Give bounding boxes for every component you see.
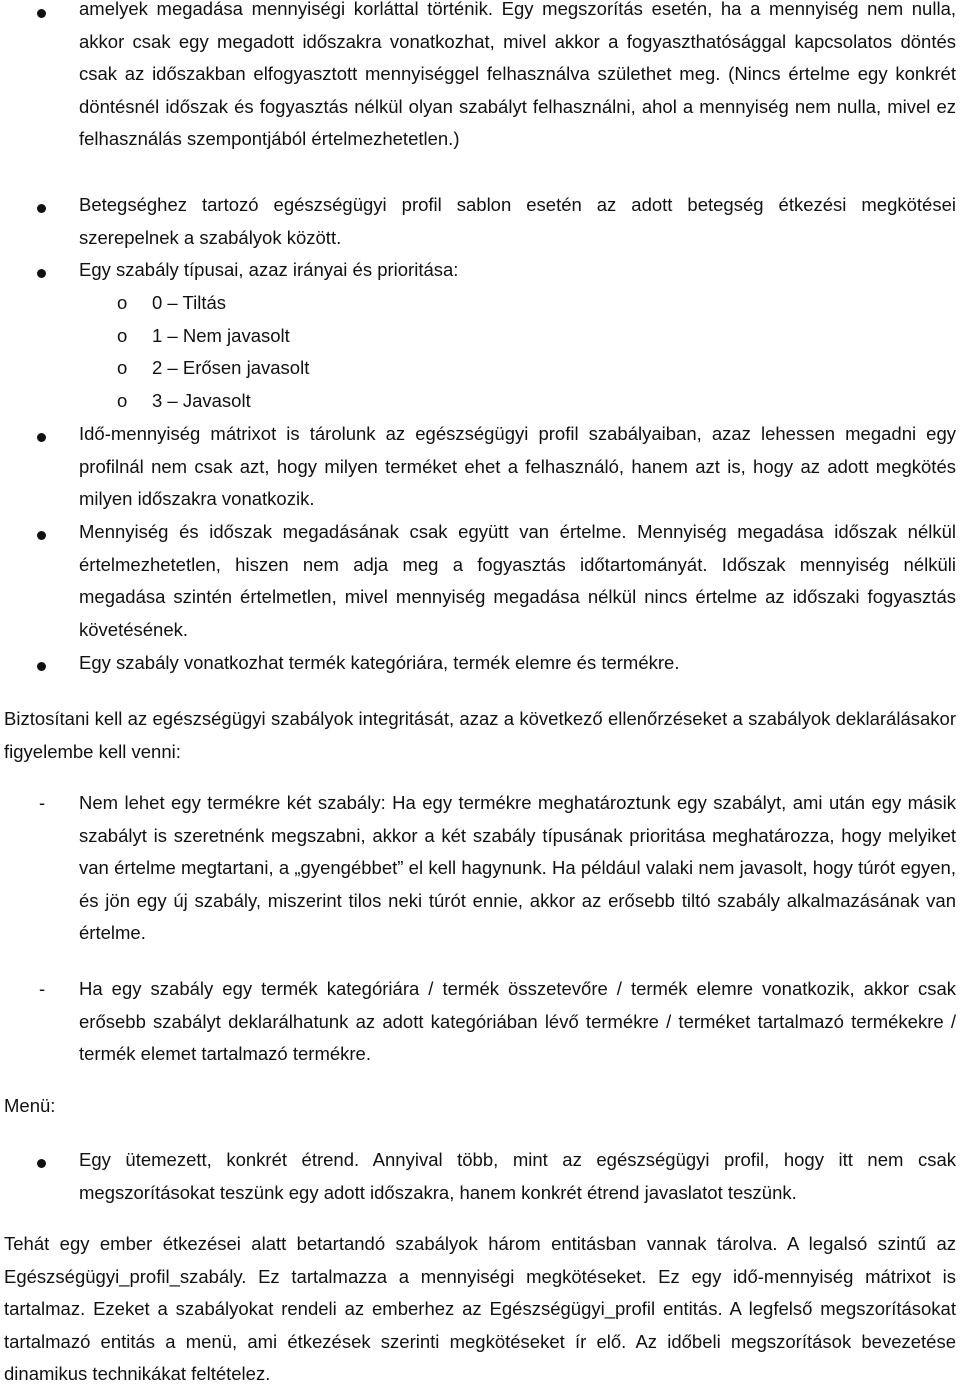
rule-type-erosen-javasolt: 2 – Erősen javasolt	[152, 357, 310, 378]
bullet-marker	[37, 9, 46, 18]
sub-list-marker: o	[117, 390, 128, 411]
menu-label: Menü:	[4, 1095, 56, 1116]
list-item: Egy szabály típusai, azaz irányai és prioritása:	[79, 259, 459, 280]
integrity-intro-paragraph: Biztosítani kell az egészségügyi szabályok integritását, azaz a következő ellenőrzéseket a szabályok deklarálásakor figyelembe kell venni:	[4, 708, 956, 762]
list-item: Betegséghez tartozó egészségügyi profil sablon esetén az adott betegség étkezési megkötései szerepelnek a szabályok között.	[79, 194, 956, 248]
bullet-marker	[37, 531, 46, 540]
list-item: Idő-mennyiség mátrixot is tárolunk az egészségügyi profil szabályaiban, azaz lehessen megadni egy profilnál nem csak azt, hogy milyen terméket ehet a felhasználó, hanem azt is, hogy az adott megkötés milyen időszakra vonatkozik.	[79, 423, 956, 509]
sub-list-marker: o	[117, 325, 128, 346]
list-item: Mennyiség és időszak megadásának csak együtt van értelme. Mennyiség megadása időszak nélkül értelmezhetetlen, hiszen nem adja meg a fogyasztás időtartományát. Időszak mennyiség nélküli megadása szintén értelmetlen, mivel mennyiség megadása nélkül nincs értelme az időszaki fogyasztás követésének.	[79, 521, 956, 640]
list-item: Egy szabály vonatkozhat termék kategóriára, termék elemre és termékre.	[79, 652, 680, 673]
integrity-rule-item: Nem lehet egy termékre két szabály: Ha egy termékre meghatároztunk egy szabályt, ami után egy másik szabályt is szeretnénk megszabni, akkor a két szabály típusának prioritása meghatározza, hogy melyiket van értelme megtartani, a „gyengébbet” el kell hagynunk. Ha például valaki nem javasolt, hogy túrót egyen, és jön egy új szabály, miszerint tilos neki túrót ennie, akkor az erősebb tiltó szabály alkalmazásának van értelme.	[79, 792, 956, 943]
sub-list-marker: o	[117, 292, 128, 313]
dash-marker: -	[39, 792, 46, 813]
bullet-marker	[37, 433, 46, 442]
rule-type-tiltas: 0 – Tiltás	[152, 292, 227, 313]
bullet-marker	[37, 204, 46, 213]
integrity-rule-item: Ha egy szabály egy termék kategóriára / termék összetevőre / termék elemre vonatkozik, akkor csak erősebb szabályt deklarálhatunk az adott kategóriában lévő termékre / terméket tartalmazó termékekre / termék elemet tartalmazó termékre.	[79, 978, 956, 1064]
sub-list-marker: o	[117, 357, 128, 378]
list-item: amelyek megadása mennyiségi korláttal történik. Egy megszorítás esetén, ha a mennyiség nem nulla, akkor csak egy megadott időszakra vonatkozhat, mivel akkor a fogyaszthatósággal kapcsolatos döntés csak az időszakban elfogyasztott mennyiséggel felhasználva születhet meg. (Nincs értelme egy konkrét döntésnél időszak és fogyasztás nélkül olyan szabályt felhasználni, ahol a mennyiség nem nulla, mivel ez felhasználás szempontjából értelmezhetetlen.)	[79, 0, 956, 149]
bullet-marker	[37, 662, 46, 671]
bullet-marker	[37, 1159, 46, 1168]
bullet-marker	[37, 269, 46, 278]
rule-type-javasolt: 3 – Javasolt	[152, 390, 251, 411]
rule-type-nem-javasolt: 1 – Nem javasolt	[152, 325, 290, 346]
dash-marker: -	[39, 978, 46, 999]
closing-paragraph: Tehát egy ember étkezései alatt betartandó szabályok három entitásban vannak tárolva. A legalsó szintű az Egészségügyi_profil_szabály. Ez tartalmazza a mennyiségi megkötéseket. Ez egy idő-mennyiség mátrixot is tartalmaz. Ezeket a szabályokat rendeli az emberhez az Egészségügyi_profil entitás. A legfelső megszorításokat tartalmazó entitás a menü, ami étkezések szerinti megkötéseket ír elő. Az időbeli megszorítások bevezetése dinamikus technikákat feltételez.	[4, 1233, 956, 1384]
menu-description: Egy ütemezett, konkrét étrend. Annyival több, mint az egészségügyi profil, hogy itt nem csak megszorításokat teszünk egy adott időszakra, hanem konkrét étrend javaslatot teszünk.	[79, 1149, 956, 1203]
